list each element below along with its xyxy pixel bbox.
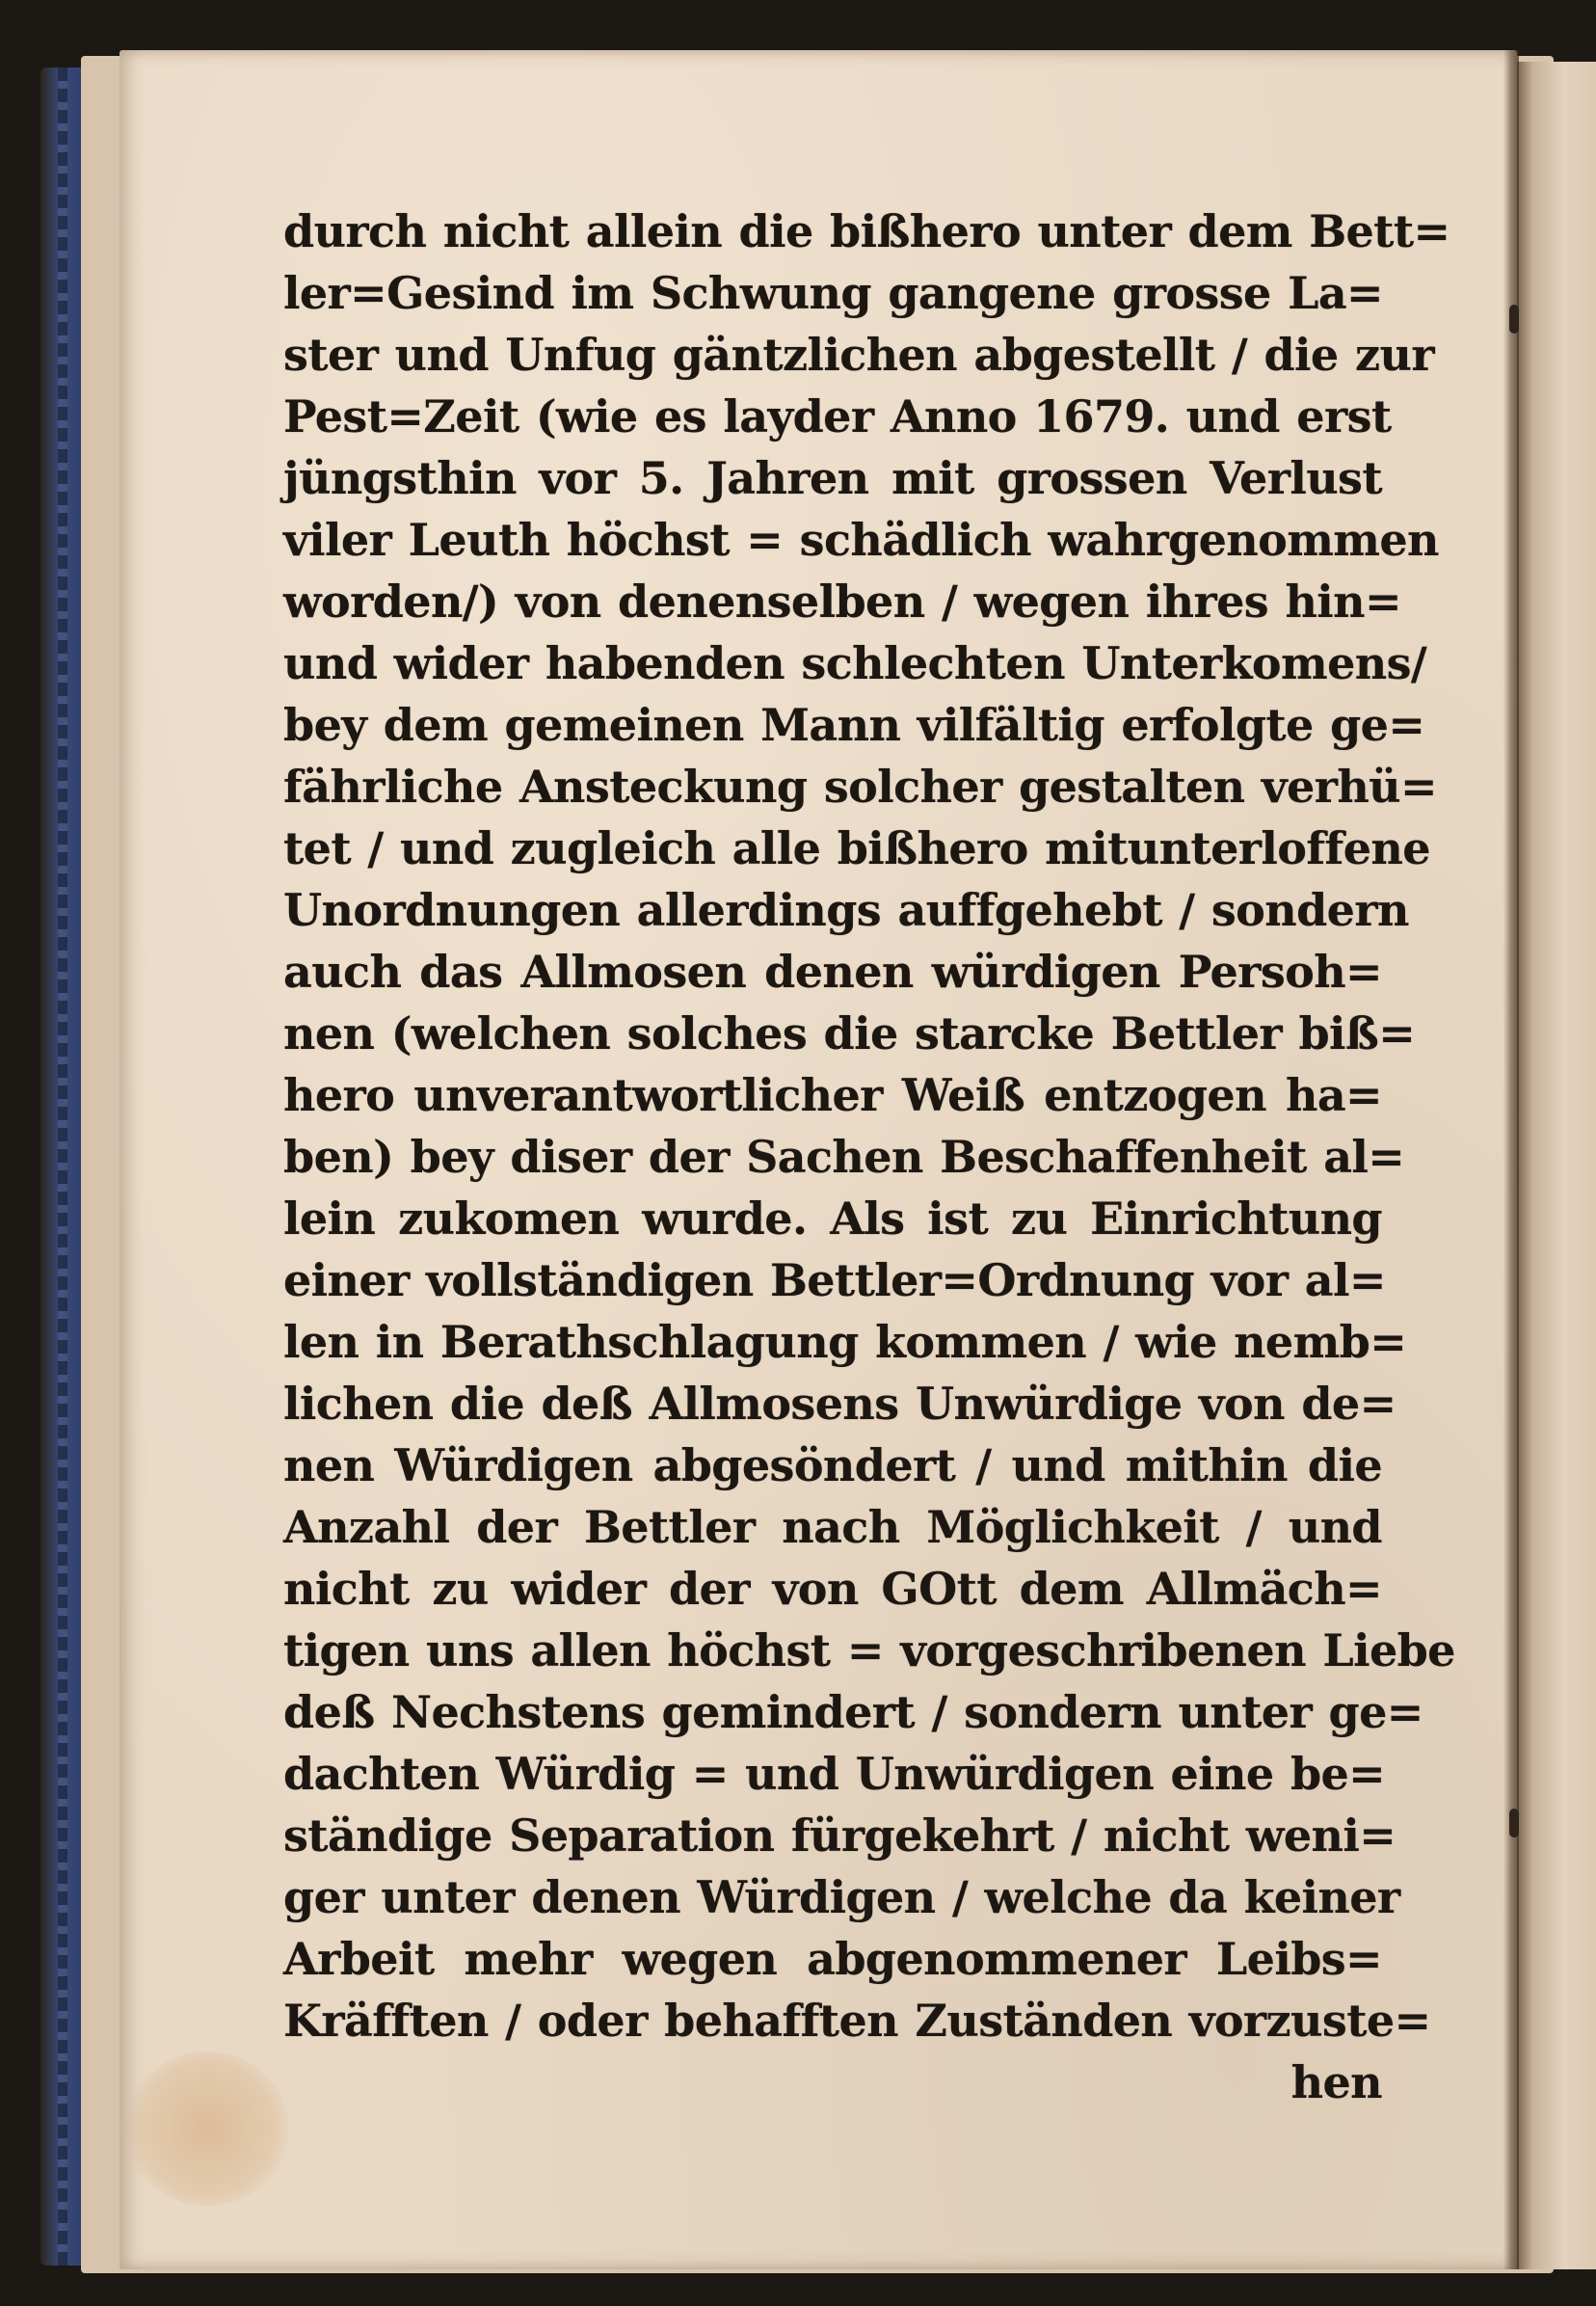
text-line: nicht zu wider der von GOtt dem Allmäch= [283, 1563, 1382, 1615]
text-line: worden/) von denenselben / wegen ihres hin= [283, 576, 1401, 628]
text-line: deß Nechstens gemindert / sondern unter ge= [283, 1686, 1423, 1738]
text-line: lein zukomen wurde. Als ist zu Einrichtung [283, 1193, 1382, 1245]
text-line: dachten Würdig = und Unwürdigen eine be= [283, 1748, 1386, 1800]
text-line: Pest=Zeit (wie es layder Anno 1679. und erst [283, 390, 1392, 442]
text-line: durch nicht allein die bißhero unter dem Bett= [283, 205, 1450, 257]
text-line: Anzahl der Bettler nach Möglichkeit / und [283, 1501, 1382, 1553]
paper-stain [125, 2051, 289, 2206]
text-line: und wider habenden schlechten Unterkomens/ [283, 637, 1427, 689]
binding-thread-mark [1509, 1809, 1519, 1837]
text-line: Kräfften / oder behafften Zuständen vorzuste= [283, 1995, 1431, 2047]
text-line: fährliche Ansteckung solcher gestalten verhü= [283, 761, 1437, 813]
text-line: ler=Gesind im Schwung gangene grosse La= [283, 267, 1383, 319]
text-line: hero unverantwortlicher Weiß entzogen ha= [283, 1069, 1382, 1121]
text-line: nen (welchen solches die starcke Bettler biß= [283, 1007, 1416, 1059]
text-line: viler Leuth höchst = schädlich wahrgenommen [283, 514, 1439, 566]
text-line: ger unter denen Würdigen / welche da keiner [283, 1871, 1400, 1923]
text-line: tet / und zugleich alle bißhero mitunterloffene [283, 822, 1430, 874]
text-line: Arbeit mehr wegen abgenommener Leibs= [283, 1933, 1382, 1985]
text-line: auch das Allmosen denen würdigen Persoh= [283, 946, 1382, 998]
catchword: hen [1290, 2056, 1382, 2108]
text-line: ster und Unfug gäntzlichen abgestellt / die zur [283, 329, 1434, 381]
facing-page-edge [1517, 62, 1596, 2269]
text-line: len in Berathschlagung kommen / wie nemb= [283, 1316, 1407, 1368]
text-line: jüngsthin vor 5. Jahren mit grossen Verlust [283, 452, 1382, 504]
text-line: bey dem gemeinen Mann vilfältig erfolgte ge= [283, 699, 1425, 751]
text-line: Unordnungen allerdings auffgehebt / sondern [283, 884, 1409, 936]
text-line: ben) bey diser der Sachen Beschaffenheit al= [283, 1131, 1405, 1183]
gutter-fold [1503, 50, 1519, 2269]
page-text [283, 201, 1455, 2113]
binding-thread-mark [1509, 305, 1519, 334]
text-line: ständige Separation fürgekehrt / nicht weni= [283, 1810, 1396, 1862]
text-line: lichen die deß Allmosens Unwürdige von de= [283, 1378, 1396, 1430]
text-line: tigen uns allen höchst = vorgeschribenen Liebe [283, 1624, 1455, 1676]
text-line: einer vollständigen Bettler=Ordnung vor al= [283, 1254, 1386, 1306]
text-line: nen Würdigen abgesöndert / und mithin die [283, 1439, 1382, 1491]
